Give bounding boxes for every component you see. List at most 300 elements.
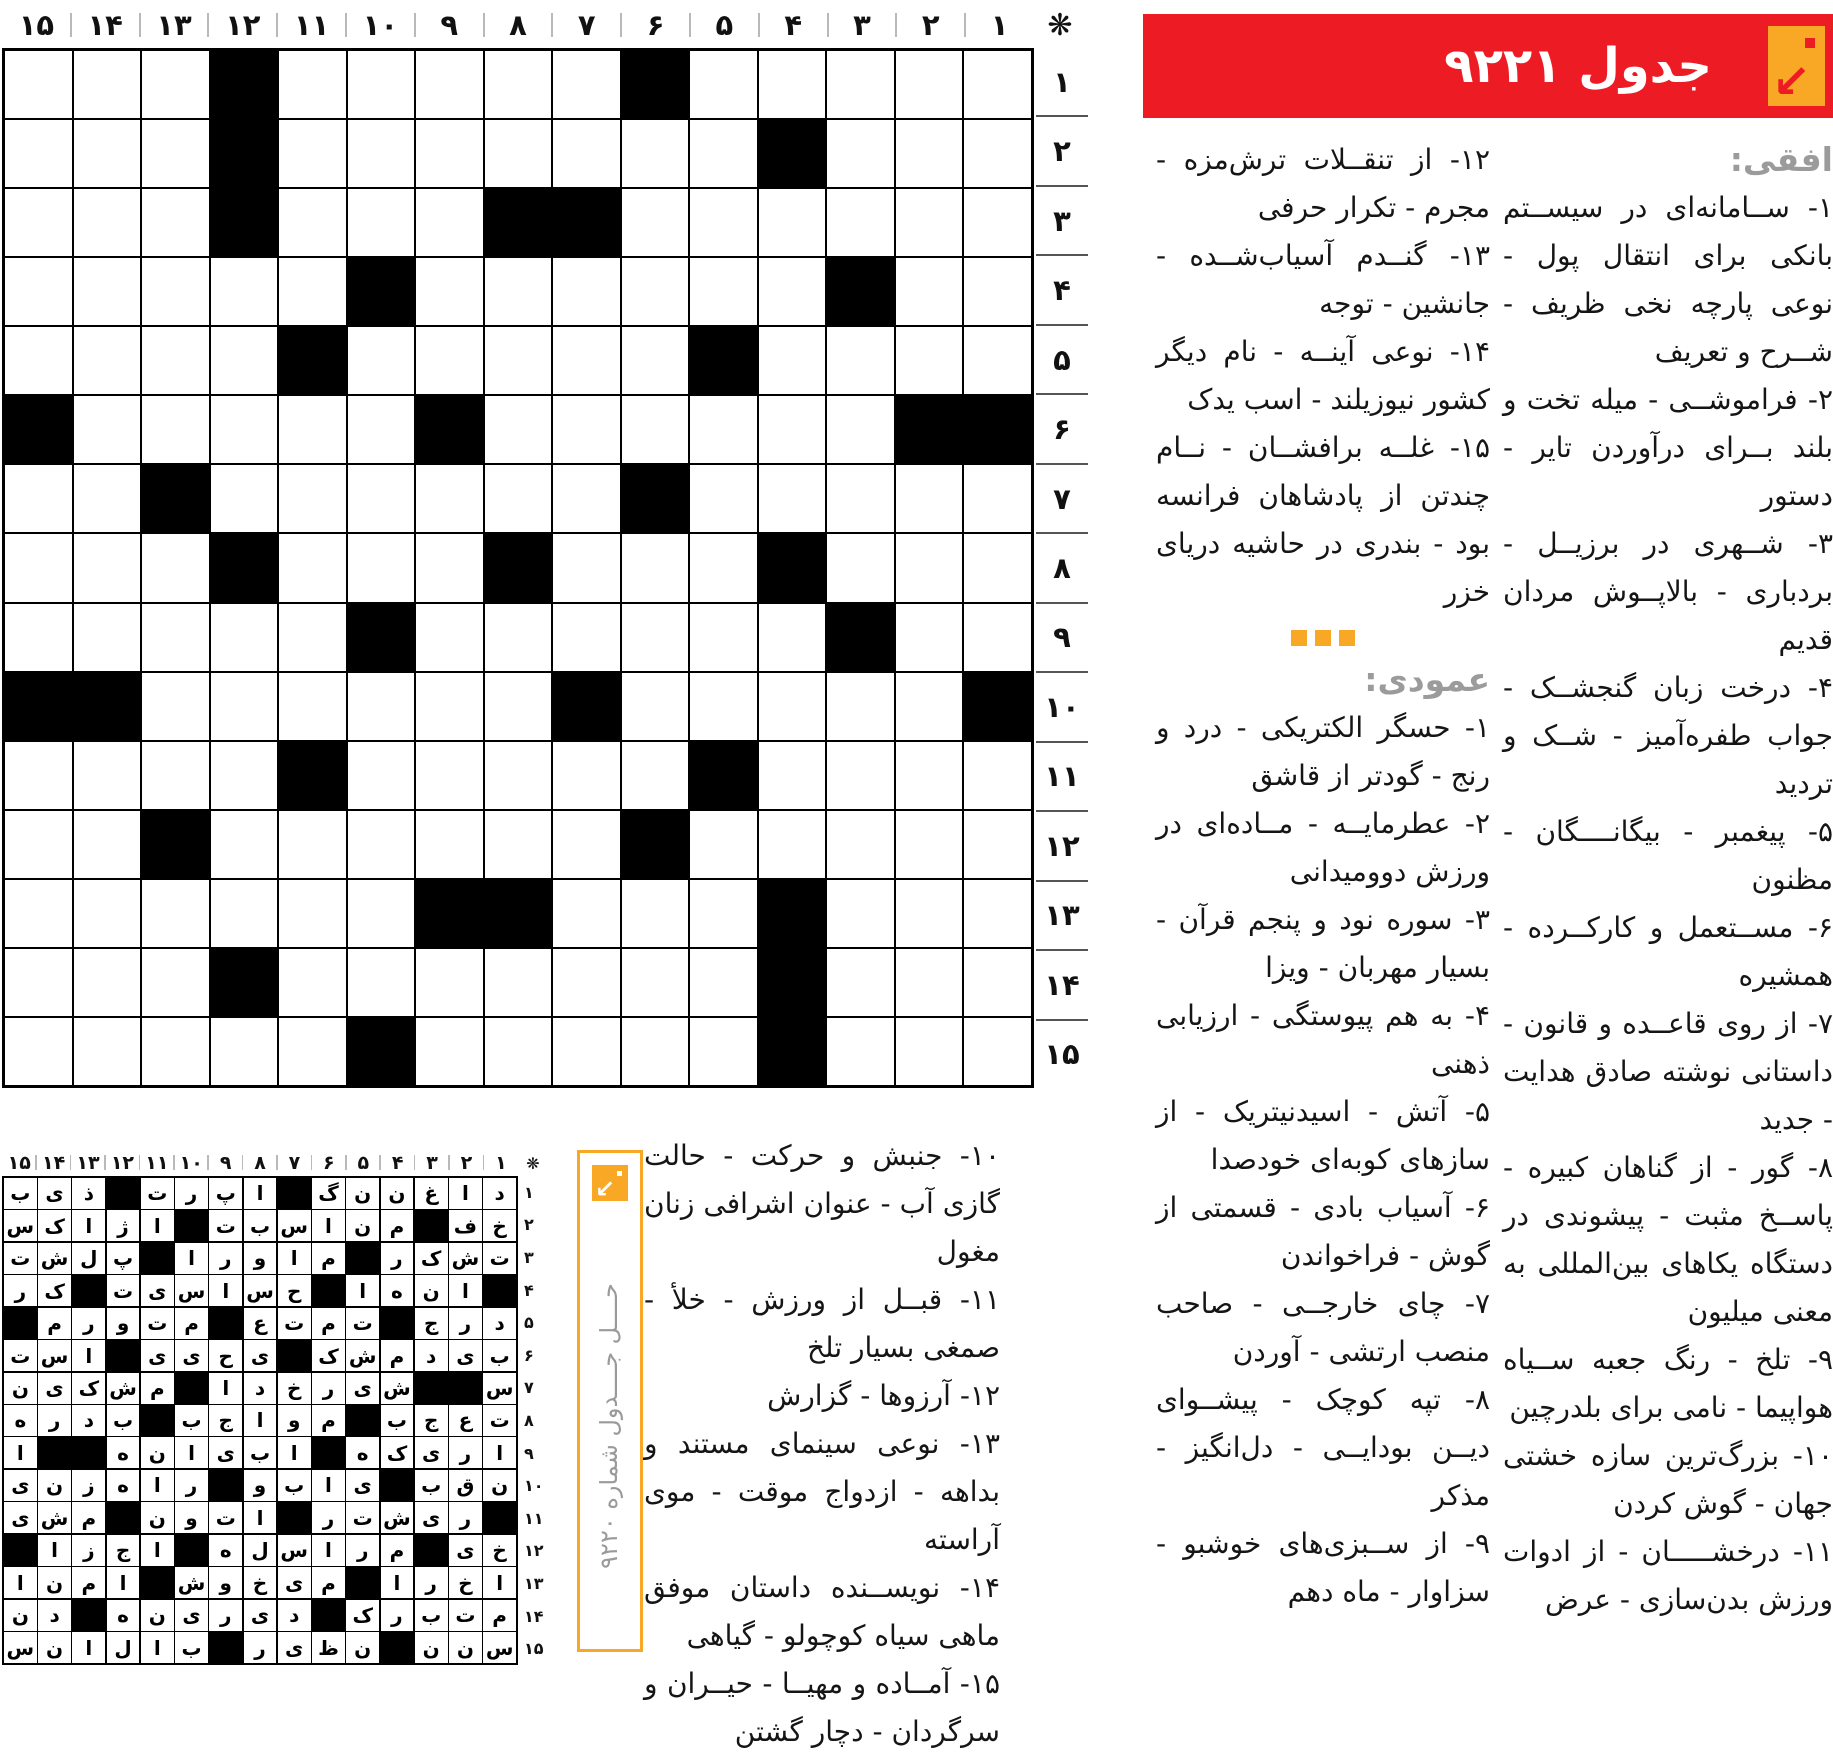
main-grid-cell[interactable]	[690, 673, 757, 740]
middle-clues-column	[1156, 136, 1490, 1616]
solution-letter-cell: ت	[209, 1210, 242, 1241]
solution-letter-cell: ه	[209, 1535, 242, 1566]
main-grid-cell[interactable]	[553, 465, 620, 532]
main-grid-cell[interactable]	[416, 742, 483, 809]
row-number: ۳	[1036, 185, 1088, 254]
main-grid-cell[interactable]	[485, 465, 552, 532]
clue: ۱۰- جنبش و حرکت - حالت گازی آب - عنوان اشرافی زنان مغول	[644, 1139, 1000, 1268]
main-grid-cell[interactable]	[348, 811, 415, 878]
main-grid-cell[interactable]	[348, 534, 415, 601]
main-grid-cell[interactable]	[896, 742, 963, 809]
solution-letter-cell: ب	[107, 1405, 140, 1436]
column-number: ۱۲	[208, 4, 277, 46]
main-grid-black-cell	[759, 949, 826, 1016]
main-grid-cell[interactable]	[759, 811, 826, 878]
main-grid-cell[interactable]	[279, 880, 346, 947]
clue: ۵- پیغمبر - بیگانــــگان - مظنون	[1503, 815, 1833, 896]
main-grid-cell[interactable]	[485, 811, 552, 878]
solution-letter-cell: ج	[107, 1535, 140, 1566]
main-grid-cell[interactable]	[622, 327, 689, 394]
main-grid-cell[interactable]	[74, 1018, 141, 1085]
main-grid-cell[interactable]	[896, 604, 963, 671]
main-grid-cell[interactable]	[279, 673, 346, 740]
solution-letter-cell: و	[244, 1243, 277, 1274]
solution-black-cell	[415, 1535, 448, 1566]
main-grid-cell[interactable]	[896, 327, 963, 394]
solution-letter-cell: ن	[346, 1210, 379, 1241]
main-grid-cell[interactable]	[896, 880, 963, 947]
solution-black-cell	[278, 1502, 311, 1533]
main-grid-cell[interactable]	[690, 949, 757, 1016]
main-grid-cell[interactable]	[964, 534, 1031, 601]
solution-letter-cell: م	[312, 1567, 345, 1598]
main-grid-cell[interactable]	[964, 880, 1031, 947]
solution-letter-cell: ا	[209, 1275, 242, 1306]
main-grid-cell[interactable]	[74, 880, 141, 947]
main-grid-cell[interactable]	[553, 120, 620, 187]
main-grid-cell[interactable]	[964, 811, 1031, 878]
main-grid-cell[interactable]	[5, 811, 72, 878]
main-grid-cell[interactable]	[827, 949, 894, 1016]
solution-letter-cell: ر	[381, 1600, 414, 1631]
main-grid-cell[interactable]	[827, 1018, 894, 1085]
main-grid-cell[interactable]	[827, 189, 894, 256]
solution-letter-cell: ا	[381, 1567, 414, 1598]
main-grid-cell[interactable]	[553, 327, 620, 394]
main-grid-cell[interactable]	[622, 880, 689, 947]
main-grid-cell[interactable]	[211, 258, 278, 325]
clue: ۹- تلخ - رنگ جعبه ســیاه هواپیما - نامی برای بلدرچین	[1503, 1343, 1833, 1424]
main-grid-cell[interactable]	[485, 327, 552, 394]
column-number: ۹	[415, 4, 484, 46]
main-grid-cell[interactable]	[416, 189, 483, 256]
main-grid-cell[interactable]	[416, 258, 483, 325]
main-grid-cell[interactable]	[348, 396, 415, 463]
main-grid-cell[interactable]	[622, 396, 689, 463]
main-grid-cell[interactable]	[416, 327, 483, 394]
solution-column-number: ۸	[243, 1150, 277, 1176]
main-grid-cell[interactable]	[279, 396, 346, 463]
main-grid-cell[interactable]	[5, 327, 72, 394]
solution-row-number: ۲	[524, 1215, 534, 1235]
main-grid-cell[interactable]	[964, 604, 1031, 671]
solution-letter-cell: م	[312, 1405, 345, 1436]
main-grid-black-cell	[348, 1018, 415, 1085]
main-grid-cell[interactable]	[622, 120, 689, 187]
main-grid-black-cell	[964, 673, 1031, 740]
solution-letter-cell: ا	[72, 1340, 105, 1371]
main-grid-cell[interactable]	[827, 51, 894, 118]
main-grid-cell[interactable]	[416, 465, 483, 532]
logo-dot-icon	[1805, 38, 1815, 48]
main-grid-cell[interactable]	[896, 189, 963, 256]
row-number: ۱۵	[1036, 1019, 1088, 1088]
main-grid-cell[interactable]	[74, 120, 141, 187]
solution-letter-cell: س	[4, 1210, 37, 1241]
main-grid-cell[interactable]	[759, 396, 826, 463]
main-grid-black-cell	[553, 673, 620, 740]
main-grid-cell[interactable]	[348, 742, 415, 809]
clue: ۲- عطرمایــه - مــاده‌ای در ورزش دوومیدانی	[1156, 807, 1490, 888]
main-grid-cell[interactable]	[827, 534, 894, 601]
main-grid-cell[interactable]	[759, 465, 826, 532]
main-grid-cell[interactable]	[142, 327, 209, 394]
solution-letter-cell: خ	[449, 1567, 482, 1598]
main-grid-cell[interactable]	[211, 742, 278, 809]
solution-letter-cell: ا	[312, 1210, 345, 1241]
solution-letter-cell: ح	[209, 1340, 242, 1371]
main-grid-cell[interactable]	[485, 396, 552, 463]
main-grid-cell[interactable]	[896, 534, 963, 601]
main-grid-cell[interactable]	[553, 258, 620, 325]
main-grid-cell[interactable]	[416, 949, 483, 1016]
main-grid-cell[interactable]	[827, 811, 894, 878]
main-grid-cell[interactable]	[348, 949, 415, 1016]
main-grid-cell[interactable]	[416, 604, 483, 671]
solution-letter-cell: و	[209, 1567, 242, 1598]
main-grid-cell[interactable]	[279, 465, 346, 532]
solution-letter-cell: ج	[415, 1308, 448, 1339]
main-grid-cell[interactable]	[485, 742, 552, 809]
solution-letter-cell: ا	[141, 1632, 174, 1663]
row-number: ۶	[1036, 393, 1088, 462]
main-grid-cell[interactable]	[279, 811, 346, 878]
main-grid-cell[interactable]	[896, 1018, 963, 1085]
main-grid-cell[interactable]	[74, 742, 141, 809]
main-grid-cell[interactable]	[279, 258, 346, 325]
solution-letter-cell: ا	[278, 1243, 311, 1274]
solution-grid	[2, 1176, 518, 1665]
main-grid-cell[interactable]	[827, 396, 894, 463]
solution-letter-cell: ب	[483, 1340, 516, 1371]
solution-letter-cell: ن	[415, 1275, 448, 1306]
main-grid-cell[interactable]	[211, 604, 278, 671]
main-grid-cell[interactable]	[622, 258, 689, 325]
solution-letter-cell: ش	[38, 1502, 71, 1533]
main-grid-cell[interactable]	[827, 880, 894, 947]
main-grid-cell[interactable]	[348, 51, 415, 118]
solution-letter-cell: ر	[38, 1405, 71, 1436]
main-grid-cell[interactable]	[142, 189, 209, 256]
solution-column-number: ۲	[449, 1150, 483, 1176]
main-grid-cell[interactable]	[759, 258, 826, 325]
main-grid-cell[interactable]	[416, 534, 483, 601]
main-grid-cell[interactable]	[964, 327, 1031, 394]
main-grid-cell[interactable]	[142, 604, 209, 671]
main-grid-cell[interactable]	[964, 949, 1031, 1016]
main-grid-cell[interactable]	[142, 880, 209, 947]
clue: ۱- ســامانه‌ای در سیســتم بانکی برای انتقال پول - نوعی پارچه نخی ظریف - شــرح و تعریف	[1503, 191, 1833, 368]
main-grid-cell[interactable]	[416, 811, 483, 878]
main-grid-cell[interactable]	[5, 949, 72, 1016]
main-grid-cell[interactable]	[690, 534, 757, 601]
main-grid-cell[interactable]	[5, 742, 72, 809]
solution-letter-cell: م	[381, 1535, 414, 1566]
main-grid-cell[interactable]	[142, 1018, 209, 1085]
solution-letter-cell: م	[483, 1600, 516, 1631]
solution-letter-cell: ا	[312, 1535, 345, 1566]
solution-letter-cell: ن	[141, 1502, 174, 1533]
solution-column-number: ۱۲	[105, 1150, 139, 1176]
main-grid-cell[interactable]	[142, 258, 209, 325]
main-grid-cell[interactable]	[690, 189, 757, 256]
main-grid-cell[interactable]	[348, 673, 415, 740]
main-grid-cell[interactable]	[5, 51, 72, 118]
main-grid-cell[interactable]	[690, 258, 757, 325]
solution-letter-cell: ب	[244, 1437, 277, 1468]
main-grid-cell[interactable]	[348, 189, 415, 256]
column-number: ۶	[621, 4, 690, 46]
solution-letter-cell: ا	[4, 1567, 37, 1598]
main-grid-cell[interactable]	[5, 880, 72, 947]
main-grid-cell[interactable]	[74, 189, 141, 256]
main-grid-cell[interactable]	[142, 51, 209, 118]
main-grid-cell[interactable]	[416, 51, 483, 118]
clue: ۱۵- آمــاده و مهیــا - حیــران و سرگردان - دچار گشتن	[644, 1667, 1000, 1748]
main-grid-cell[interactable]	[622, 604, 689, 671]
main-grid-cell[interactable]	[348, 327, 415, 394]
main-grid-cell[interactable]	[5, 120, 72, 187]
solution-black-cell	[346, 1243, 379, 1274]
main-grid-cell[interactable]	[142, 120, 209, 187]
main-grid-cell[interactable]	[142, 396, 209, 463]
solution-letter-cell: د	[38, 1600, 71, 1631]
solution-letter-cell: ی	[244, 1600, 277, 1631]
main-grid-cell[interactable]	[896, 258, 963, 325]
solution-letter-cell: ب	[4, 1178, 37, 1209]
main-grid-cell[interactable]	[5, 534, 72, 601]
separator-squares-icon	[1156, 630, 1490, 646]
solution-letter-cell: ی	[141, 1275, 174, 1306]
strip-label: حــــل جــــدول شماره ۹۲۲۰	[595, 1283, 623, 1569]
solution-row-number: ۸	[524, 1410, 534, 1430]
solution-letter-cell: ی	[449, 1535, 482, 1566]
solution-letter-cell: ت	[278, 1308, 311, 1339]
solution-letter-cell: ی	[175, 1340, 208, 1371]
solution-letter-cell: ش	[449, 1243, 482, 1274]
main-grid-cell[interactable]	[759, 189, 826, 256]
main-grid-cell[interactable]	[896, 120, 963, 187]
main-grid-cell[interactable]	[827, 120, 894, 187]
main-grid-cell[interactable]	[74, 811, 141, 878]
solution-letter-cell: ش	[381, 1502, 414, 1533]
main-grid-cell[interactable]	[622, 673, 689, 740]
main-grid-cell[interactable]	[74, 258, 141, 325]
main-grid-cell[interactable]	[622, 189, 689, 256]
solution-letter-cell: و	[107, 1308, 140, 1339]
main-grid-cell[interactable]	[416, 120, 483, 187]
solution-letter-cell: ی	[38, 1373, 71, 1404]
column-number: ۱۴	[71, 4, 140, 46]
main-grid-cell[interactable]	[553, 742, 620, 809]
main-grid-cell[interactable]	[827, 327, 894, 394]
main-grid-cell[interactable]	[5, 189, 72, 256]
main-grid-cell[interactable]	[896, 673, 963, 740]
main-grid-cell[interactable]	[485, 949, 552, 1016]
solution-letter-cell: م	[381, 1340, 414, 1371]
main-grid-cell[interactable]	[485, 51, 552, 118]
main-grid-cell[interactable]	[142, 742, 209, 809]
main-grid-black-cell	[690, 742, 757, 809]
orange-square-icon	[1291, 630, 1307, 646]
solution-letter-cell: پ	[107, 1243, 140, 1274]
main-grid-cell[interactable]	[74, 949, 141, 1016]
main-grid-cell[interactable]	[964, 120, 1031, 187]
column-number: ۱	[965, 4, 1034, 46]
main-grid-cell[interactable]	[485, 1018, 552, 1085]
main-grid-cell[interactable]	[74, 465, 141, 532]
row-number: ۵	[1036, 324, 1088, 393]
main-grid-black-cell	[690, 327, 757, 394]
main-grid-black-cell	[622, 51, 689, 118]
solution-letter-cell: ا	[449, 1275, 482, 1306]
main-grid-cell[interactable]	[690, 880, 757, 947]
main-grid-cell[interactable]	[211, 811, 278, 878]
solution-letter-cell: ا	[449, 1178, 482, 1209]
solution-letter-cell: ه	[107, 1437, 140, 1468]
solution-letter-cell: ت	[483, 1405, 516, 1436]
main-grid-cell[interactable]	[964, 51, 1031, 118]
main-grid-cell[interactable]	[553, 1018, 620, 1085]
main-grid-cell[interactable]	[759, 327, 826, 394]
main-grid-cell[interactable]	[553, 880, 620, 947]
main-grid-cell[interactable]	[416, 673, 483, 740]
main-grid-cell[interactable]	[142, 534, 209, 601]
main-grid-cell[interactable]	[279, 189, 346, 256]
main-grid-cell[interactable]	[5, 258, 72, 325]
main-grid-cell[interactable]	[896, 949, 963, 1016]
main-grid-cell[interactable]	[211, 465, 278, 532]
main-grid-cell[interactable]	[5, 604, 72, 671]
main-grid-cell[interactable]	[964, 258, 1031, 325]
main-grid-cell[interactable]	[553, 811, 620, 878]
solution-letter-cell: ی	[175, 1600, 208, 1631]
solution-black-cell	[209, 1308, 242, 1339]
main-grid-cell[interactable]	[896, 811, 963, 878]
main-grid-black-cell	[553, 189, 620, 256]
main-grid-cell[interactable]	[5, 465, 72, 532]
main-grid-cell[interactable]	[279, 51, 346, 118]
solution-letter-cell: ق	[449, 1470, 482, 1501]
solution-letter-cell: س	[4, 1632, 37, 1663]
main-grid-cell[interactable]	[690, 396, 757, 463]
main-grid-cell[interactable]	[74, 534, 141, 601]
solution-letter-cell: ی	[415, 1502, 448, 1533]
main-grid-cell[interactable]	[622, 949, 689, 1016]
solution-letter-cell: ا	[278, 1437, 311, 1468]
main-grid-cell[interactable]	[348, 120, 415, 187]
main-grid-cell[interactable]	[279, 949, 346, 1016]
main-grid-cell[interactable]	[553, 604, 620, 671]
main-grid-cell[interactable]	[622, 742, 689, 809]
main-grid-cell[interactable]	[964, 465, 1031, 532]
solution-letter-cell: ت	[346, 1502, 379, 1533]
main-grid-cell[interactable]	[74, 396, 141, 463]
main-grid-cell[interactable]	[964, 1018, 1031, 1085]
solution-letter-cell: ت	[209, 1502, 242, 1533]
main-grid-cell[interactable]	[896, 51, 963, 118]
main-grid-cell[interactable]	[690, 120, 757, 187]
clue: ۳- شــهری در برزیــل - بردباری - بالاپــوش مردان قدیم	[1503, 527, 1833, 656]
main-grid-cell[interactable]	[485, 258, 552, 325]
solution-letter-cell: ی	[38, 1178, 71, 1209]
main-grid-cell[interactable]	[690, 1018, 757, 1085]
main-grid-cell[interactable]	[74, 51, 141, 118]
main-grid-cell[interactable]	[690, 51, 757, 118]
main-grid-cell[interactable]	[827, 673, 894, 740]
main-grid-cell[interactable]	[622, 534, 689, 601]
solution-black-cell	[4, 1535, 37, 1566]
main-grid-cell[interactable]	[211, 1018, 278, 1085]
main-grid-cell[interactable]	[553, 396, 620, 463]
main-grid-cell[interactable]	[553, 51, 620, 118]
solution-column-number: ۱۱	[140, 1150, 174, 1176]
main-grid-black-cell	[759, 120, 826, 187]
solution-letter-cell: ا	[312, 1470, 345, 1501]
main-grid-cell[interactable]	[348, 880, 415, 947]
main-grid-cell[interactable]	[759, 673, 826, 740]
main-grid-cell[interactable]	[74, 327, 141, 394]
main-grid-black-cell	[211, 189, 278, 256]
main-grid-cell[interactable]	[211, 880, 278, 947]
main-grid-cell[interactable]	[553, 949, 620, 1016]
main-grid-cell[interactable]	[485, 673, 552, 740]
main-grid-cell[interactable]	[416, 1018, 483, 1085]
main-grid-cell[interactable]	[896, 465, 963, 532]
main-grid-cell[interactable]	[759, 742, 826, 809]
main-grid-cell[interactable]	[964, 742, 1031, 809]
main-grid-cell[interactable]	[485, 604, 552, 671]
main-grid-cell[interactable]	[759, 51, 826, 118]
main-grid-cell[interactable]	[211, 673, 278, 740]
column-number: ۸	[484, 4, 553, 46]
main-grid-cell[interactable]	[348, 465, 415, 532]
main-grid-cell[interactable]	[553, 534, 620, 601]
main-grid-cell[interactable]	[690, 465, 757, 532]
main-grid-cell[interactable]	[5, 1018, 72, 1085]
solution-column-number: ۶	[312, 1150, 346, 1176]
main-grid-cell[interactable]	[759, 604, 826, 671]
solution-letter-cell: س	[278, 1535, 311, 1566]
solution-letter-cell: ا	[483, 1437, 516, 1468]
solution-black-cell	[381, 1470, 414, 1501]
solution-letter-cell: ت	[483, 1243, 516, 1274]
main-grid-cell[interactable]	[142, 673, 209, 740]
main-grid-cell[interactable]	[827, 742, 894, 809]
main-grid-black-cell	[827, 604, 894, 671]
main-grid-cell[interactable]	[211, 396, 278, 463]
main-grid-cell[interactable]	[964, 189, 1031, 256]
solution-black-cell	[449, 1373, 482, 1404]
main-grid-cell[interactable]	[74, 604, 141, 671]
main-grid-cell[interactable]	[827, 465, 894, 532]
main-grid-cell[interactable]	[142, 949, 209, 1016]
solution-black-cell	[381, 1308, 414, 1339]
main-grid-cell[interactable]	[279, 534, 346, 601]
solution-black-cell	[175, 1210, 208, 1241]
main-grid-cell[interactable]	[622, 1018, 689, 1085]
main-grid-cell[interactable]	[279, 120, 346, 187]
solution-letter-cell: ر	[312, 1502, 345, 1533]
main-grid-cell[interactable]	[485, 120, 552, 187]
main-grid-cell[interactable]	[690, 604, 757, 671]
main-grid-cell[interactable]	[211, 327, 278, 394]
main-grid-cell[interactable]	[690, 811, 757, 878]
solution-grid-row-numbers	[520, 1176, 548, 1665]
main-grid-cell[interactable]	[279, 1018, 346, 1085]
solution-letter-cell: ن	[141, 1600, 174, 1631]
main-grid-cell[interactable]	[279, 604, 346, 671]
